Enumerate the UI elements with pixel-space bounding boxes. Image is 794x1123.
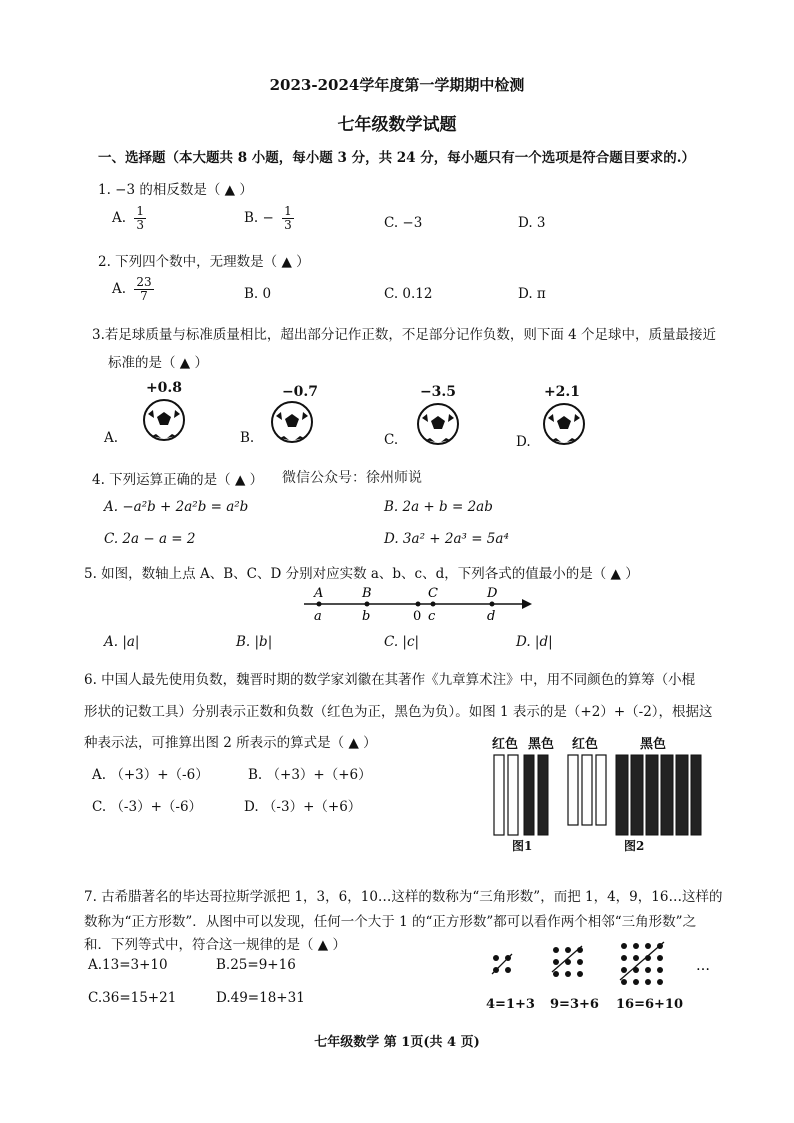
q1-b-num: 1: [284, 204, 292, 218]
q2-option-d: D. π: [518, 286, 546, 302]
q1-option-c: C. −3: [384, 215, 423, 231]
exam-subtitle: 七年级数学试题: [337, 115, 457, 135]
q6-option-c: C. （-3）+（-6）: [92, 799, 203, 815]
question-7-line2: 数称为“正方形数”．从图中可以发现，任何一个大于 1 的“正方形数”都可以看作两个相邻“三角形数”之: [84, 914, 697, 930]
q4-option-a: A. −a²b + 2a²b = a²b: [104, 499, 249, 515]
rod-red: [508, 755, 518, 835]
fig2-red-label: 红色: [572, 737, 599, 752]
q2-a-label: A.: [112, 281, 127, 297]
question-4-stem: 4. 下列运算正确的是（ ▲ ）: [92, 472, 264, 488]
ball-b-value: −0.7: [281, 384, 319, 400]
fig1-red-label: 红色: [492, 737, 519, 752]
q5-option-a: A. |a|: [104, 634, 140, 650]
rod-black: [661, 755, 673, 835]
q7-option-b: B.25=9+16: [216, 957, 296, 973]
square-4x4: [620, 942, 664, 985]
fig2-black-label: 黑色: [640, 737, 667, 752]
question-6-line3: 种表示法，可推算出图 2 所表示的算式是（ ▲ ）: [84, 735, 377, 751]
rod-black: [538, 755, 548, 835]
q6-option-d: D. （-3）+（+6）: [244, 799, 362, 815]
point-d-lower: d: [487, 609, 496, 624]
ball-a-label: A.: [104, 430, 119, 446]
square-numbers-figure: [486, 940, 716, 1000]
rod-black: [676, 755, 688, 835]
fig1-black-label: 黑色: [528, 737, 555, 752]
q1-a-den: 3: [136, 218, 144, 232]
rod-black: [524, 755, 534, 835]
q5-option-d: D. |d|: [516, 634, 553, 650]
q2-a-num: 23: [136, 275, 152, 289]
rod-red: [568, 755, 578, 825]
page-footer: 七年级数学 第 1页(共 4 页): [314, 1035, 480, 1050]
soccer-ball-icon: [416, 402, 460, 446]
q4-option-d: D. 3a² + 2a³ = 5a⁴: [384, 531, 509, 547]
rod-red: [494, 755, 504, 835]
question-6-line2: 形状的记数工具）分别表示正数和负数（红色为正，黑色为负）。如图 1 表示的是（+2）+（-2），根据这: [84, 704, 713, 720]
square-2x2: [492, 954, 512, 974]
rod-black: [691, 755, 701, 835]
exam-title: 2023-2024学年度第一学期期中检测: [269, 76, 525, 94]
point-a-lower: a: [314, 609, 322, 624]
q7-option-d: D.49=18+31: [216, 990, 305, 1006]
q4-option-b: B. 2a + b = 2ab: [384, 499, 493, 515]
watermark-text: 微信公众号：徐州师说: [282, 470, 422, 486]
q5-option-b: B. |b|: [236, 634, 273, 650]
point-b: [361, 586, 372, 624]
soccer-ball-icon: [542, 402, 586, 446]
question-2-stem: 2. 下列四个数中，无理数是（ ▲ ）: [98, 254, 310, 270]
point-zero-lower: 0: [413, 609, 422, 624]
q2-a-den: 7: [140, 289, 148, 303]
soccer-ball-icon: [142, 398, 186, 442]
section-heading: 一、选择题（本大题共 8 小题，每小题 3 分，共 24 分，每小题只有一个选项是符合题目要求的.）: [98, 150, 695, 166]
q2-option-b: B. 0: [244, 286, 272, 302]
soccer-ball-icon: [270, 400, 314, 444]
fig-label-16: 16=6+10: [616, 997, 684, 1012]
q1-b-fraction: [282, 205, 294, 232]
ball-b-label: B.: [240, 430, 255, 446]
fig-label-9: 9=3+6: [550, 997, 599, 1012]
q4-option-c: C. 2a − a = 2: [104, 531, 196, 547]
point-d-upper: D: [487, 586, 498, 601]
q6-option-b: B. （+3）+（+6）: [248, 767, 372, 783]
q1-b-label: B. −: [244, 210, 274, 226]
q1-a-num: 1: [136, 204, 144, 218]
point-b-upper: B: [362, 586, 372, 601]
rod-red: [596, 755, 606, 825]
rod-black: [646, 755, 658, 835]
question-3-stem-line1: 3.若足球质量与标准质量相比，超出部分记作正数，不足部分记作负数，则下面 4 个足球中，质量最接近: [92, 327, 717, 343]
q2-option-a: [112, 276, 154, 303]
square-3x3: [552, 946, 583, 977]
question-7-line3: 和．下列等式中，符合这一规律的是（ ▲ ）: [84, 937, 346, 953]
point-c-lower: c: [428, 609, 436, 624]
q1-option-b: [244, 205, 294, 232]
point-zero: [413, 602, 421, 625]
fig1-caption: 图1: [512, 839, 533, 853]
q1-a-fraction: [134, 205, 146, 232]
q1-b-den: 3: [284, 218, 292, 232]
q7-option-a: A.13=3+10: [88, 957, 168, 973]
q1-option-a: [112, 205, 146, 232]
q2-option-c: C. 0.12̇: [384, 286, 433, 302]
question-3-stem-line2: 标准的是（ ▲ ）: [108, 355, 208, 371]
fig-label-4: 4=1+3: [486, 997, 535, 1012]
ball-c-value: −3.5: [419, 384, 457, 400]
point-d: [486, 586, 498, 624]
rod-black: [631, 755, 643, 835]
point-a-upper: A: [314, 586, 324, 601]
q1-option-d: D. 3: [518, 215, 546, 231]
question-1-stem: 1. −3 的相反数是（ ▲ ）: [98, 182, 253, 198]
ball-d-value: +2.1: [543, 384, 581, 400]
q1-a-label: A.: [112, 210, 127, 226]
q7-option-c: C.36=15+21: [88, 990, 177, 1006]
ball-a-value: +0.8: [145, 380, 183, 396]
ball-d-label: D.: [516, 434, 531, 450]
rod-red: [582, 755, 592, 825]
ball-c-label: C.: [384, 432, 399, 448]
question-6-line1: 6. 中国人最先使用负数，魏晋时期的数学家刘徽在其著作《九章算术注》中，用不同颜色的算筹（小棍: [84, 672, 696, 688]
figure-ellipsis: …: [696, 958, 710, 974]
number-line-figure: [300, 584, 540, 628]
point-c: [428, 586, 438, 624]
q5-option-c: C. |c|: [384, 634, 420, 650]
question-5-stem: 5. 如图，数轴上点 A、B、C、D 分别对应实数 a、b、c、d，下列各式的值最小的是（ ▲ ）: [84, 566, 639, 582]
q6-option-a: A. （+3）+（-6）: [92, 767, 209, 783]
counting-rods-figure: [484, 733, 704, 853]
point-b-lower: b: [362, 609, 371, 624]
fig2-caption: 图2: [624, 839, 645, 853]
rods-drawing: [484, 749, 704, 839]
q2-a-fraction: [134, 276, 153, 303]
rod-black: [616, 755, 628, 835]
point-a: [313, 586, 323, 624]
arrow-right-icon: [522, 599, 532, 609]
point-c-upper: C: [428, 586, 438, 601]
question-7-line1: 7. 古希腊著名的毕达哥拉斯学派把 1，3，6，10…这样的数称为“三角形数”，而把 1，4，9，16…这样的: [84, 889, 723, 905]
